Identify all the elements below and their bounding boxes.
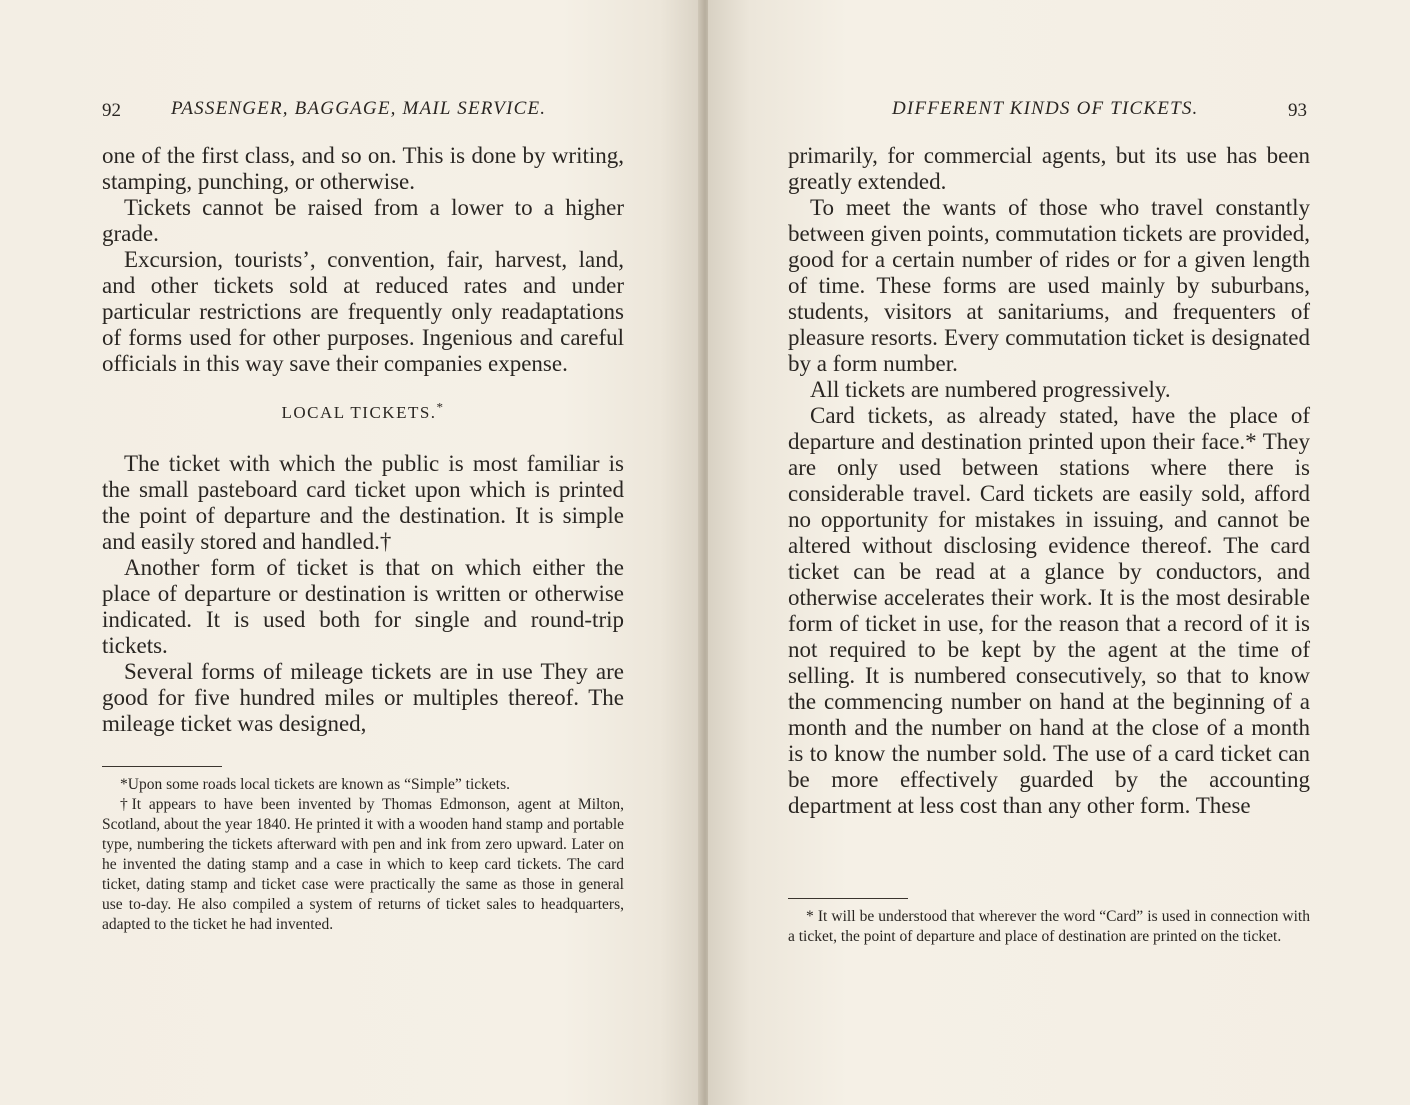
paragraph: All tickets are numbered progressively. (810, 377, 1171, 402)
paragraph: Card tickets, as already stated, have the place of departure and destination printed upon their face.* They are only used between stations where there is considerable travel. Card tickets are easily sold, afford no opportunity for mistakes in issuing, and cannot be altered without disclosing evidence thereof. The card ticket can be read at a glance by conductors, and otherwise accelerates their work. It is the most desirable form of ticket in use, for the reason that a record of it is not required to be kept by the agent at the time of selling. It is numbered consecutively, so that to know the commencing number on hand at the beginning of a month and the number on hand at the close of a month is to know the number sold. The use of a card ticket can be more effectively guarded by the accounting department at less cost than any other form. These (788, 403, 1310, 818)
footnote: †It appears to have been invented by Thomas Edmonson, agent at Milton, Scotland, about the year 1840. He printed it with a wooden hand stamp and portable type, numbering the tickets afterward with pen and ink from zero upward. Later on he invented the dating stamp and a case in which to keep card tickets. The card ticket, dating stamp and ticket case were practically the same as those in general use to-day. He also compiled a system of returns of ticket sales to headquarters, adapted to the ticket he had invented. (102, 796, 624, 933)
paragraph: one of the first class, and so on. This is done by writing, stamping, punching, or otherwise. (102, 143, 624, 194)
paragraph: Tickets cannot be raised from a lower to a higher grade. (102, 195, 624, 246)
footnote-rule (788, 898, 908, 899)
left-body-text (102, 143, 624, 737)
section-title-text: LOCAL TICKETS. (281, 403, 437, 422)
running-head-right: DIFFERENT KINDS OF TICKETS. (892, 98, 1199, 119)
paragraph: Several forms of mileage tickets are in use They are good for five hundred miles or multiples thereof. The mileage ticket was designed, (102, 659, 624, 736)
paragraph: To meet the wants of those who travel constantly between given points, commutation tickets are provided, good for a certain number of rides or for a given length of time. These forms are used mainly by suburbans, students, visitors at sanitariums, and frequenters of pleasure resorts. Every commutation ticket is designated by a form number. (788, 195, 1310, 376)
running-head-left: PASSENGER, BAGGAGE, MAIL SERVICE. (171, 98, 547, 119)
left-footnotes (102, 766, 624, 935)
left-page (0, 0, 702, 1105)
footnote: * It will be understood that wherever the word “Card” is used in connection with a ticket, the point of departure and place of destination are printed on the ticket. (788, 908, 1310, 945)
right-footnotes (788, 898, 1310, 947)
paragraph: Another form of ticket is that on which either the place of departure or destination is written or otherwise indicated. It is used both for single and round-trip tickets. (102, 555, 624, 658)
footnote: *Upon some roads local tickets are known as “Simple” tickets. (120, 776, 510, 793)
page-number-left: 92 (102, 100, 121, 121)
paragraph: The ticket with which the public is most familiar is the small pasteboard card ticket upon which is printed the point of departure and the destination. It is simple and easily stored and handled.† (102, 451, 624, 554)
footnote-mark: * (436, 399, 445, 415)
section-title (102, 399, 624, 423)
page-number-right: 93 (1288, 100, 1307, 121)
right-body-text (788, 143, 1310, 819)
right-page (708, 0, 1410, 1105)
footnote-rule (102, 766, 222, 767)
paragraph: Excursion, tourists’, convention, fair, harvest, land, and other tickets sold at reduced rates and under particular restrictions are frequently only readaptations of forms used for other purposes. Ingenious and careful officials in this way save their companies expense. (102, 247, 624, 376)
paragraph: primarily, for commercial agents, but its use has been greatly extended. (788, 143, 1310, 194)
